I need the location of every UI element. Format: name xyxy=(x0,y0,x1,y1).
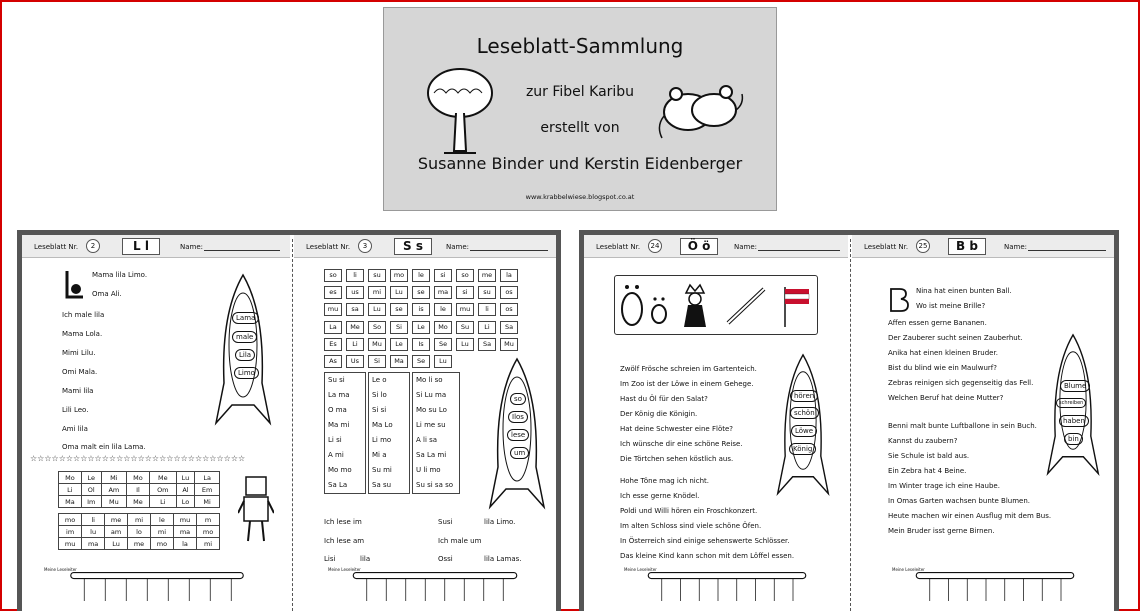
ladder-label: Meine Leseleiter xyxy=(44,567,77,572)
ladder-label: Meine Leseleiter xyxy=(892,567,925,572)
syllable-grid-upper: Mo Le Mi Mo Me Lu La Li Ol Am Il Om Al Em Ma Im Mu Me Li Lo Mi xyxy=(58,471,220,508)
sentence: Die Törtchen sehen köstlich aus. xyxy=(620,455,734,463)
sentence: Mein Bruder isst gerne Birnen. xyxy=(888,527,995,535)
rocket-word: Limo xyxy=(234,367,259,379)
cover-subtitle: zur Fibel Karibu xyxy=(525,84,635,100)
sentence: Ich wünsche dir eine schöne Reise. xyxy=(620,440,743,448)
rocket-word: Blume xyxy=(1060,380,1090,392)
sentence: Zwölf Frösche schreien im Gartenteich. xyxy=(620,365,757,373)
sentence: Der König die Königin. xyxy=(620,410,698,418)
bottom-line: Ossi xyxy=(438,555,453,563)
name-label: Name: xyxy=(1004,243,1028,251)
sheet-number: 2 xyxy=(86,239,100,253)
sheet-letter: B b xyxy=(948,238,986,255)
reading-ladder xyxy=(888,571,1102,601)
sentence: Poldi und Willi hören ein Froschkonzert. xyxy=(620,507,758,515)
rocket-word: König xyxy=(789,443,816,455)
rocket-word: Löwe xyxy=(791,425,817,437)
sheet-letter: Ö ö xyxy=(680,238,718,255)
syllable-row: As Us Si Ma Se Lu xyxy=(324,355,452,368)
bottom-line: lila Limo. xyxy=(484,518,516,526)
rocket-word: schreiben xyxy=(1056,398,1086,408)
syllable-row: so li su mo le si so me la xyxy=(324,269,518,282)
king-icon xyxy=(680,283,710,329)
sheet-letter: L l xyxy=(122,238,160,255)
syllable-grid-lower: mo li me mi le mu m im lu am lo mi ma mo mu ma Lu me mo la mi xyxy=(58,513,220,550)
reading-ladder xyxy=(620,571,834,601)
line-1: Mama lila Limo. xyxy=(92,271,148,279)
name-label: Name: xyxy=(446,243,470,251)
name-line xyxy=(758,250,840,251)
line-5: Mimi Lilu. xyxy=(62,349,96,357)
rocket-illustration xyxy=(1042,333,1104,483)
sheet-label: Leseblatt Nr. xyxy=(34,243,79,251)
line-10: Oma malt ein lila Lama. xyxy=(62,443,146,451)
sentence: Im Zoo ist der Löwe in einem Gehege. xyxy=(620,380,754,388)
sentence: Zebras reinigen sich gegenseitig das Fell. xyxy=(888,379,1034,387)
sentence: Welchen Beruf hat deine Mutter? xyxy=(888,394,1004,402)
sentence: Hat deine Schwester eine Flöte? xyxy=(620,425,733,433)
rocket-word: male xyxy=(232,331,257,343)
austria-flag-icon xyxy=(782,285,812,327)
cover-title: Leseblatt-Sammlung xyxy=(476,34,684,58)
rocket-word: schön xyxy=(790,407,819,419)
name-line xyxy=(470,250,548,251)
bottom-line: Lisi xyxy=(324,555,336,563)
bottom-line: Susi xyxy=(438,518,453,526)
page-divider xyxy=(850,239,851,611)
sentence: Benni malt bunte Luftballone in sein Buch. xyxy=(888,422,1037,430)
sentence: Affen essen gerne Bananen. xyxy=(888,319,987,327)
sheet-label: Leseblatt Nr. xyxy=(596,243,641,251)
cover-authors: Susanne Binder und Kerstin Eidenberger xyxy=(417,154,743,173)
bottom-line: lila Lamas. xyxy=(484,555,522,563)
sheet-letter: S s xyxy=(394,238,432,255)
sentence: Bist du blind wie ein Maulwurf? xyxy=(888,364,997,372)
sheet-number: 25 xyxy=(916,239,930,253)
line-8: Lili Leo. xyxy=(62,406,89,414)
sentence: Im Winter trage ich eine Haube. xyxy=(888,482,1000,490)
line-9: Ami lila xyxy=(62,425,88,433)
syllable-row: mu sa Lu se is le mu li os xyxy=(324,303,518,316)
page-header xyxy=(584,235,848,258)
sentence: Der Zauberer sucht seinen Zauberhut. xyxy=(888,334,1023,342)
word-column-b: Le o Si lo Si si Ma Lo Li mo Mi a Su mi Sa su xyxy=(368,372,410,494)
syllable-row: Es Li Mu Le Is Se Lu Sa Mu xyxy=(324,338,518,351)
sentence: Ich esse gerne Knödel. xyxy=(620,492,700,500)
bottom-line: Ich lese am xyxy=(324,537,365,545)
rocket-word: Lila xyxy=(235,349,255,361)
ladder-label: Meine Leseleiter xyxy=(328,567,361,572)
o-umlaut-large-icon xyxy=(620,283,644,327)
page-header xyxy=(22,235,290,258)
word-column-a: Su si La ma O ma Ma mi Li si A mi Mo mo Sa La xyxy=(324,372,366,494)
worksheet-page-24 xyxy=(584,235,848,611)
rocket-word: Ilos xyxy=(508,411,528,423)
sentence: Hohe Töne mag ich nicht. xyxy=(620,477,709,485)
ladder-label: Meine Leseleiter xyxy=(624,567,657,572)
sheet-number: 3 xyxy=(358,239,372,253)
sheet-number: 24 xyxy=(648,239,662,253)
o-umlaut-small-icon xyxy=(650,295,668,325)
cover-url: www.krabbelwiese.blogspot.co.at xyxy=(525,193,635,201)
sentence: Anika hat einen kleinen Bruder. xyxy=(888,349,998,357)
word-column-c: Mo li so Si Lu ma Mo su Lo Li me su A li sa Sa La mi U li mo Su si sa so xyxy=(412,372,460,494)
name-line xyxy=(1028,250,1106,251)
sentence: Kannst du zaubern? xyxy=(888,437,958,445)
name-line xyxy=(204,250,280,251)
sentence: Sie Schule ist bald aus. xyxy=(888,452,970,460)
sentence: In Österreich sind einige sehenswerte Schlösser. xyxy=(620,537,790,545)
sentence: In Omas Garten wachsen bunte Blumen. xyxy=(888,497,1030,505)
mice-illustration xyxy=(656,76,746,146)
page-header xyxy=(852,235,1114,258)
letter-b-icon xyxy=(888,287,910,313)
bottom-line: Ich lese im xyxy=(324,518,362,526)
page-header xyxy=(294,235,556,258)
line-2: Oma Ali. xyxy=(92,290,122,298)
sentence: Das kleine Kind kann schon mit dem Löffel essen. xyxy=(620,552,795,560)
worksheet-page-2 xyxy=(22,235,290,611)
rocket-word: Lama xyxy=(232,312,259,324)
sentence: Heute machen wir einen Ausflug mit dem Bus. xyxy=(888,512,1052,520)
sentence: Ein Zebra hat 4 Beine. xyxy=(888,467,967,475)
rocket-word: so xyxy=(510,393,526,405)
name-label: Name: xyxy=(180,243,204,251)
syllable-row: es us mi Lu se ma si su os xyxy=(324,286,518,299)
syllable-row: La Me So Si Le Mo Su Li Sa xyxy=(324,321,518,334)
sentence: Wo ist meine Brille? xyxy=(916,302,986,310)
rocket-word: haben xyxy=(1059,415,1089,427)
tree-illustration xyxy=(424,63,496,158)
sentence: Im alten Schloss sind viele schöne Öfen. xyxy=(620,522,762,530)
reading-ladder xyxy=(324,571,546,601)
sheet-label: Leseblatt Nr. xyxy=(864,243,909,251)
sentence: Nina hat einen bunten Ball. xyxy=(916,287,1012,295)
left-spread xyxy=(17,230,561,611)
rocket-word: lese xyxy=(507,429,529,441)
star-divider: ☆☆☆☆☆☆☆☆☆☆☆☆☆☆☆☆☆☆☆☆☆☆☆☆☆☆☆☆☆☆ xyxy=(30,454,246,463)
line-4: Mama Lola. xyxy=(62,330,103,338)
worksheet-page-3 xyxy=(294,235,556,611)
line-6: Omi Mala. xyxy=(62,368,98,376)
right-spread xyxy=(579,230,1119,611)
page-divider xyxy=(292,239,293,611)
cover-created-by: erstellt von xyxy=(540,120,620,136)
bottom-line: lila xyxy=(360,555,371,563)
bottom-line: Ich male um xyxy=(438,537,482,545)
sentence: Hast du Öl für den Salat? xyxy=(620,395,708,403)
line-3: Ich male lila xyxy=(62,311,105,319)
flute-icon xyxy=(724,285,768,327)
line-7: Mami lila xyxy=(62,387,94,395)
name-label: Name: xyxy=(734,243,758,251)
rocket-word: bin xyxy=(1064,433,1083,445)
robot-illustration xyxy=(238,473,274,545)
reading-ladder xyxy=(40,571,274,601)
sheet-label: Leseblatt Nr. xyxy=(306,243,351,251)
rocket-word: hören xyxy=(790,390,818,402)
cover-card xyxy=(383,7,777,211)
letter-l-icon xyxy=(64,269,86,301)
rocket-word: um xyxy=(510,447,529,459)
worksheet-page-25 xyxy=(852,235,1114,611)
